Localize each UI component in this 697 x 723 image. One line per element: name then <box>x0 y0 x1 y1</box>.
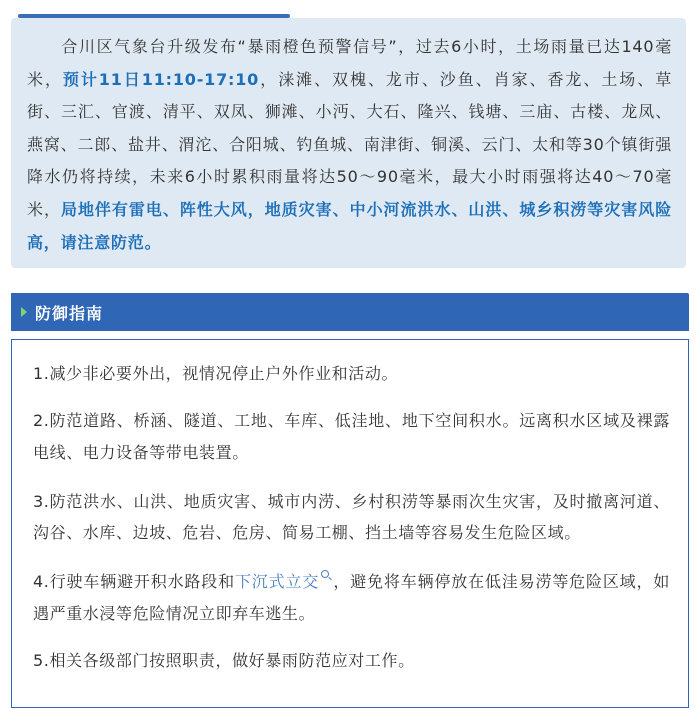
guide-item-4 <box>33 566 670 630</box>
alert-paragraph <box>27 31 672 259</box>
section-title: 防御指南 <box>35 303 104 323</box>
underpass-search-link[interactable]: 下沉式立交 <box>234 572 320 592</box>
guide-item-4-after: ，避免将车辆停放在低洼易涝等危险区域，如遇严重水浸等危险情况立即弃车逃生。 <box>33 572 670 623</box>
warning-alert-box <box>11 18 686 268</box>
guide-item-2: 2.防范道路、桥涵、隧道、工地、车库、低洼地、地下空间积水。远离积水区域及裸露电线、电力设备等带电装置。 <box>33 411 670 462</box>
guide-item-5: 5.相关各级部门按照职责，做好暴雨防范应对工作。 <box>33 650 415 670</box>
section-header-defense-guide <box>11 293 689 331</box>
search-icon[interactable] <box>321 570 329 578</box>
guide-item-4-before: 4.行驶车辆避开积水路段和 <box>33 572 235 592</box>
defense-guide-box <box>11 339 689 708</box>
alert-text-part2: ，涞滩、双槐、龙市、沙鱼、肖家、香龙、土场、草街、三汇、官渡、清平、双凤、狮滩、小沔、大石、隆兴、钱塘、三庙、古楼、龙凤、燕窝、二郎、盐井、渭沱、合阳城、钓鱼城、南津街、铜溪、云门、太和等30个镇街强降水仍将持续，未来6小时累积雨量将达50～90毫米，最大小时雨强将达40～70毫米， <box>27 69 672 219</box>
guide-item-3: 3.防范洪水、山洪、地质灾害、城市内涝、乡村积涝等暴雨次生灾害，及时撤离河道、沟谷、水库、边坡、危岩、危房、简易工棚、挡土墙等容易发生危险区域。 <box>33 491 670 543</box>
guide-item-1: 1.减少非必要外出，视情况停止户外作业和活动。 <box>33 364 399 383</box>
play-arrow-icon <box>21 307 27 317</box>
alert-time-highlight: 预计11日11:10-17:10 <box>62 69 260 89</box>
alert-risk-highlight: 局地伴有雷电、阵性大风，地质灾害、中小河流洪水、山洪、城乡积涝等灾害风险高，请注意防范。 <box>27 199 672 252</box>
alert-text-part1: 合川区气象台升级发布“暴雨橙色预警信号”，过去6小时，土场雨量已达140毫米， <box>27 37 672 89</box>
